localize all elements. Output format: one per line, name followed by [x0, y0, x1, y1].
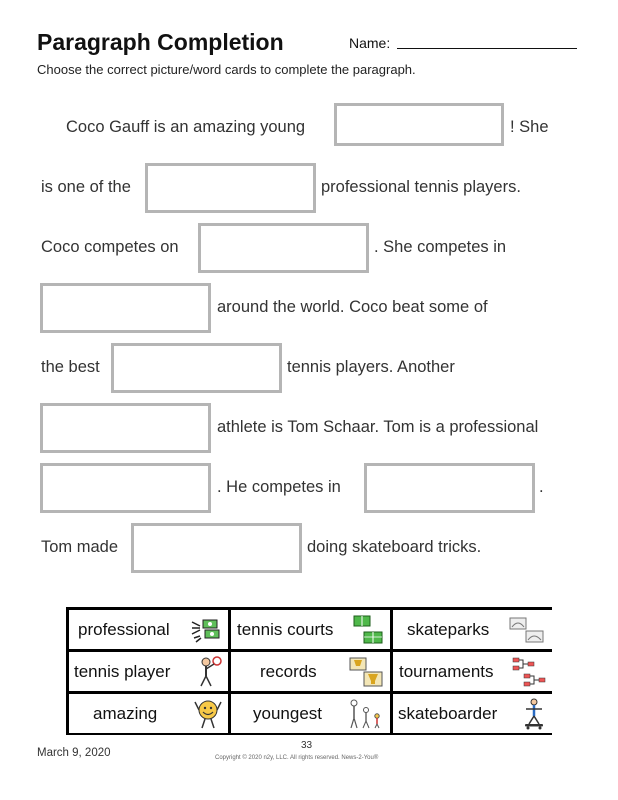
card-word: records: [260, 661, 317, 681]
tennis-court-icon: [352, 614, 384, 646]
card-word: tennis player: [74, 661, 171, 681]
tennis-player-icon: [198, 656, 222, 688]
word-card-youngest[interactable]: [231, 694, 390, 733]
card-word: skateparks: [407, 619, 490, 639]
card-word: professional: [78, 619, 170, 639]
paragraph-text: Coco competes on: [41, 238, 179, 256]
paragraph-text: is one of the: [41, 178, 131, 196]
paragraph-text: .: [539, 478, 544, 496]
trophy-icon: [348, 656, 384, 688]
money-hands-icon: [190, 616, 222, 644]
word-card-professional[interactable]: [69, 610, 228, 649]
answer-blank-3[interactable]: [198, 223, 369, 273]
footer-date: March 9, 2020: [37, 747, 111, 759]
card-word: tennis courts: [237, 619, 334, 639]
paragraph-text: around the world. Coco beat some of: [217, 298, 488, 316]
family-icon: [348, 698, 384, 730]
paragraph-text: . He competes in: [217, 478, 341, 496]
answer-blank-7[interactable]: [40, 463, 211, 513]
card-word: amazing: [93, 703, 158, 723]
word-card-amazing[interactable]: [69, 694, 228, 733]
paragraph-text: athlete is Tom Schaar. Tom is a professional: [217, 418, 539, 436]
paragraph-text: . She competes in: [374, 238, 507, 256]
page-title: Paragraph Completion: [37, 29, 284, 55]
name-line[interactable]: [397, 48, 577, 49]
answer-blank-9[interactable]: [131, 523, 302, 573]
word-card-tennis-player[interactable]: [69, 652, 228, 691]
answer-blank-2[interactable]: [145, 163, 316, 213]
skateboarder-icon: [522, 698, 546, 730]
card-word: youngest: [253, 703, 322, 723]
answer-blank-8[interactable]: [364, 463, 535, 513]
paragraph-text: Coco Gauff is an amazing young: [66, 118, 306, 136]
page-number: 33: [301, 740, 313, 751]
word-card-grid: [66, 607, 552, 735]
word-card-skateboarder[interactable]: [393, 694, 552, 733]
smiley-person-icon: [194, 698, 222, 730]
paragraph-text: professional tennis players.: [321, 178, 521, 196]
card-word: skateboarder: [398, 703, 498, 723]
skatepark-icon: [508, 614, 546, 646]
answer-blank-1[interactable]: [334, 103, 504, 146]
answer-blank-4[interactable]: [40, 283, 211, 333]
word-card-tournaments[interactable]: [393, 652, 552, 691]
bracket-icon: [512, 656, 546, 688]
paragraph-text: doing skateboard tricks.: [307, 538, 482, 556]
answer-blank-6[interactable]: [40, 403, 211, 453]
word-card-records[interactable]: [231, 652, 390, 691]
card-word: tournaments: [399, 661, 494, 681]
paragraph-text: tennis players. Another: [287, 358, 455, 376]
paragraph-text: the best: [41, 358, 100, 376]
paragraph-text: Tom made: [41, 538, 119, 556]
name-label: Name:: [349, 35, 391, 51]
instructions: Choose the correct picture/word cards to complete the paragraph.: [37, 62, 416, 77]
word-card-skateparks[interactable]: [393, 610, 552, 649]
copyright-notice: Copyright © 2020 n2y, LLC. All rights reserved. News-2-You®: [215, 755, 379, 761]
word-card-tennis-courts[interactable]: [231, 610, 390, 649]
answer-blank-5[interactable]: [111, 343, 282, 393]
paragraph-text: ! She: [510, 118, 549, 136]
